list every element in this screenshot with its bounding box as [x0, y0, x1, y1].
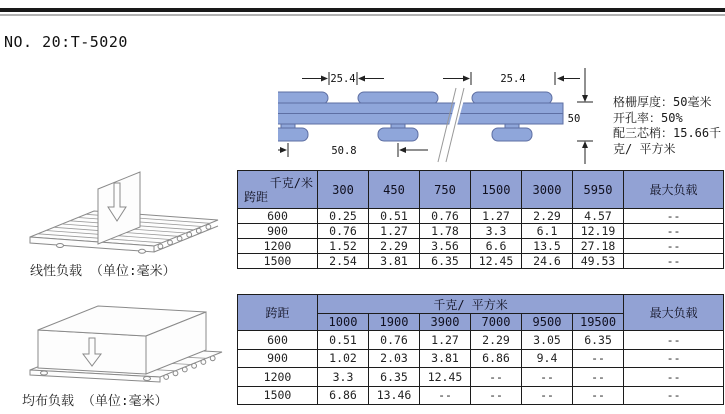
corner-span-label: 跨距: [244, 190, 269, 204]
cell: --: [624, 254, 724, 269]
cell: --: [624, 386, 724, 405]
cell: 4.57: [573, 209, 624, 224]
cell: 6.6: [471, 239, 522, 254]
cell: --: [522, 386, 573, 405]
dimension-flange: [443, 72, 580, 85]
cell: 24.6: [522, 254, 573, 269]
dim-pitch-label: 50.8: [331, 145, 357, 157]
table-row: [238, 386, 724, 405]
uniform-load-sketch: [12, 292, 234, 386]
cell: 0.76: [318, 224, 369, 239]
page-title: NO. 20:T-5020: [4, 33, 128, 51]
cell: --: [624, 349, 724, 368]
dimension-gap: [302, 72, 384, 85]
column-header: 750: [420, 171, 471, 209]
row-header: 900: [238, 349, 318, 368]
cell: 6.35: [369, 368, 420, 387]
cell: --: [624, 331, 724, 350]
row-header: 600: [238, 331, 318, 350]
table-row: [238, 239, 724, 254]
column-header: 19500: [573, 314, 624, 331]
cell: --: [573, 368, 624, 387]
cell: --: [573, 349, 624, 368]
cell: 3.05: [522, 331, 573, 350]
cell: 3.3: [471, 224, 522, 239]
cell: 27.18: [573, 239, 624, 254]
cell: --: [471, 386, 522, 405]
grating-cross-section-drawing: [278, 66, 593, 166]
cell: --: [471, 368, 522, 387]
cell: 1.52: [318, 239, 369, 254]
column-header: 9500: [522, 314, 573, 331]
cell: --: [522, 368, 573, 387]
cell: 1.02: [318, 349, 369, 368]
spec-notes: [613, 95, 725, 157]
cell: 13.5: [522, 239, 573, 254]
dim-height-label: 50: [567, 113, 581, 125]
table-row: [238, 209, 724, 224]
cell: 6.35: [420, 254, 471, 269]
cell: --: [573, 386, 624, 405]
dimension-height: [568, 68, 593, 164]
cell: 13.46: [369, 386, 420, 405]
cell: 2.54: [318, 254, 369, 269]
bearing-bars: [278, 92, 563, 141]
column-header: 7000: [471, 314, 522, 331]
cell: 6.1: [522, 224, 573, 239]
dim-flange-label: 25.4: [500, 73, 526, 85]
linear-load-caption: 线性负载 （单位:毫米）: [30, 264, 176, 279]
cell: --: [420, 386, 471, 405]
cell: 0.76: [369, 331, 420, 350]
row-header: 1500: [238, 386, 318, 405]
column-header: 450: [369, 171, 420, 209]
cell: 12.19: [573, 224, 624, 239]
cell: 6.86: [471, 349, 522, 368]
table-row: [238, 254, 724, 269]
cell: 9.4: [522, 349, 573, 368]
cell: 6.35: [573, 331, 624, 350]
cell: --: [624, 239, 724, 254]
cell: 1.27: [420, 331, 471, 350]
column-header: 3000: [522, 171, 573, 209]
row-header: 1500: [238, 254, 318, 269]
max-load-header: 最大负载: [624, 295, 724, 331]
cell: 0.25: [318, 209, 369, 224]
cell: 1.78: [420, 224, 471, 239]
row-header: 1200: [238, 368, 318, 387]
linear-load-table: [237, 170, 724, 269]
cell: 1.27: [369, 224, 420, 239]
cell: --: [624, 224, 724, 239]
top-rule-thick: [0, 8, 725, 12]
cell: 3.81: [420, 349, 471, 368]
uniform-load-table: [237, 294, 724, 405]
corner-header: [238, 171, 318, 209]
dimension-pitch: [278, 143, 428, 157]
dim-gap-label: 25.4: [330, 73, 356, 85]
column-header: 1500: [471, 171, 522, 209]
cell: 3.81: [369, 254, 420, 269]
uniform-load-caption: 均布负载 （单位:毫米）: [22, 394, 168, 409]
corner-unit-label: 千克/米: [269, 176, 313, 190]
column-header: 1900: [369, 314, 420, 331]
cell: --: [624, 368, 724, 387]
cell: 2.03: [369, 349, 420, 368]
cell: --: [624, 209, 724, 224]
spec-open-rate: 开孔率：50%: [613, 110, 683, 125]
cell: 6.86: [318, 386, 369, 405]
cell: 2.29: [522, 209, 573, 224]
cell: 1.27: [471, 209, 522, 224]
cell: 0.76: [420, 209, 471, 224]
table-row: [238, 368, 724, 387]
cell: 12.45: [420, 368, 471, 387]
cell: 49.53: [573, 254, 624, 269]
row-header: 600: [238, 209, 318, 224]
cell: 3.56: [420, 239, 471, 254]
column-header: 3900: [420, 314, 471, 331]
cell: 3.3: [318, 368, 369, 387]
cell: 0.51: [369, 209, 420, 224]
row-header: 900: [238, 224, 318, 239]
table-row: [238, 349, 724, 368]
span-header: 跨距: [238, 295, 318, 331]
break-symbol: [438, 88, 465, 163]
max-load-header: 最大负载: [624, 171, 724, 209]
cell: 12.45: [471, 254, 522, 269]
spec-thickness: 格栅厚度：50毫米: [613, 95, 712, 109]
unit-group-header: 千克/ 平方米: [318, 295, 624, 314]
cell: 2.29: [471, 331, 522, 350]
column-header: 300: [318, 171, 369, 209]
spec-weight: 配三芯梢：15.66千克/ 平方米: [613, 126, 722, 156]
top-rule-thin: [0, 14, 725, 16]
table-row: [238, 331, 724, 350]
column-header: 1000: [318, 314, 369, 331]
row-header: 1200: [238, 239, 318, 254]
column-header: 5950: [573, 171, 624, 209]
cell: 0.51: [318, 331, 369, 350]
linear-load-sketch: [16, 167, 228, 257]
cell: 2.29: [369, 239, 420, 254]
table-row: [238, 224, 724, 239]
